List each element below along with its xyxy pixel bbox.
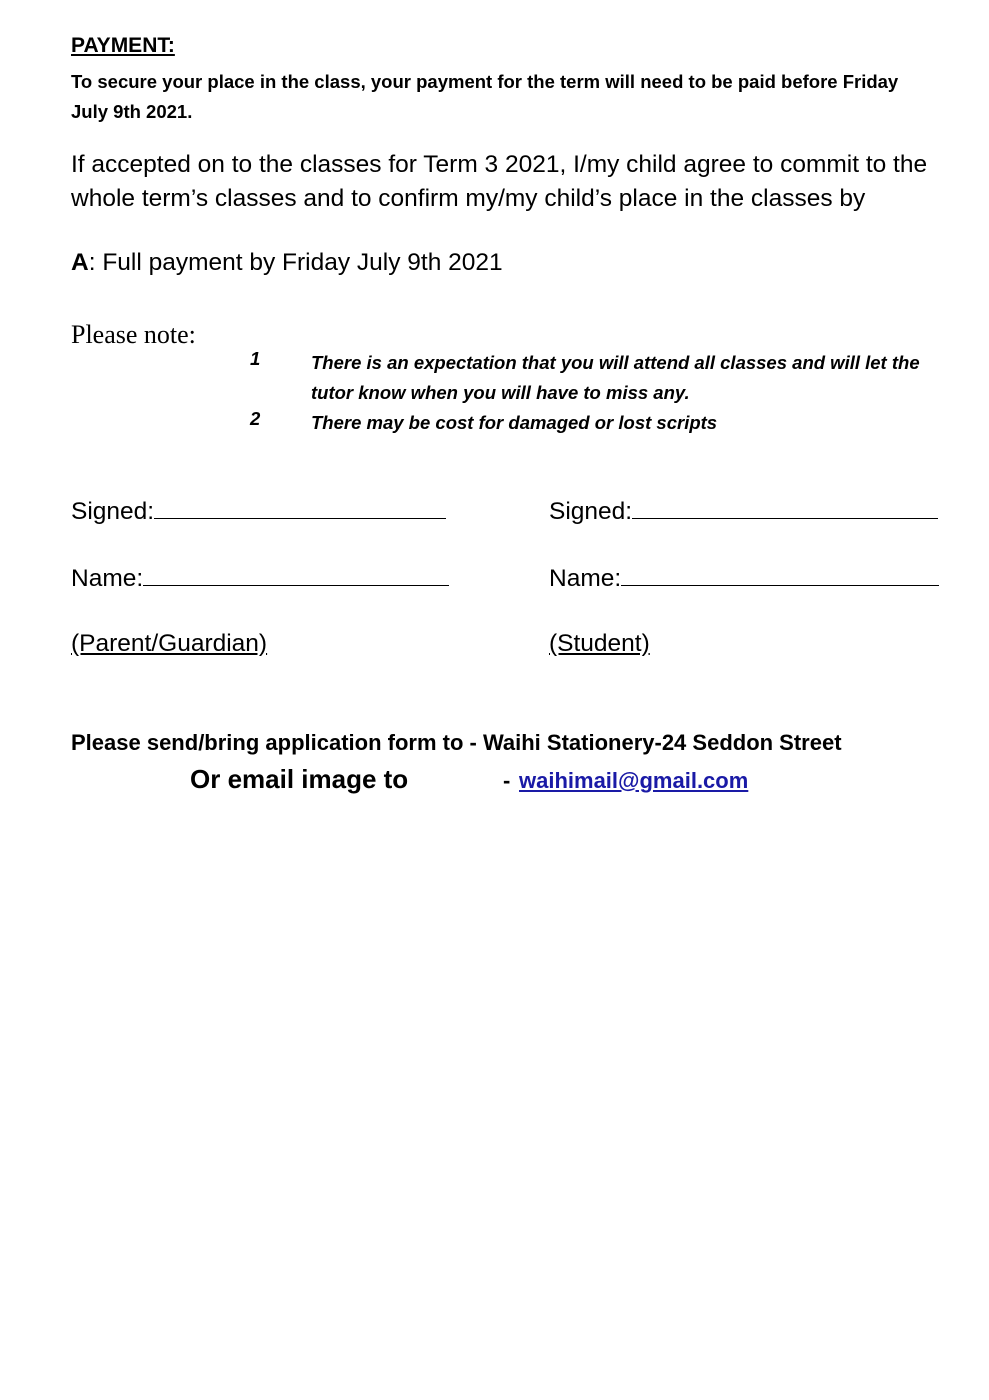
- signed-label: Signed:: [549, 498, 633, 525]
- option-text: : Full payment by Friday July 9th 2021: [88, 249, 503, 276]
- send-instructions: Please send/bring application form to - Waihi Stationery-24 Seddon Street: [71, 730, 842, 755]
- note-text: There is an expectation that you will attend all classes and will let the tutor know when you will have to miss any.: [311, 352, 920, 403]
- student-signature-field[interactable]: [549, 496, 938, 526]
- payment-intro: To secure your place in the class, your payment for the term will need to be paid before Friday July 9th 2021.: [71, 71, 899, 122]
- signed-label: Signed:: [71, 498, 155, 525]
- payment-heading: PAYMENT:: [71, 34, 175, 57]
- student-role-label: (Student): [549, 630, 650, 657]
- note-number: 2: [250, 408, 261, 429]
- option-letter: A: [71, 249, 89, 276]
- student-name-field[interactable]: [549, 563, 939, 593]
- signature-line[interactable]: [154, 496, 446, 519]
- signature-line[interactable]: [632, 496, 938, 519]
- parent-signature-field[interactable]: [71, 496, 446, 526]
- note-number: 1: [250, 348, 261, 369]
- name-line[interactable]: [143, 563, 449, 586]
- note-text: There may be cost for damaged or lost scripts: [311, 412, 718, 433]
- notes-title: Please note:: [71, 320, 196, 349]
- parent-role-label: (Parent/Guardian): [71, 630, 268, 657]
- email-label: Or email image to: [190, 764, 409, 794]
- name-label: Name:: [71, 565, 144, 592]
- name-line[interactable]: [621, 563, 939, 586]
- parent-name-field[interactable]: [71, 563, 449, 593]
- name-label: Name:: [549, 565, 622, 592]
- email-dash: -: [503, 768, 511, 793]
- payment-option-a: [71, 249, 503, 277]
- email-link[interactable]: waihimail@gmail.com: [519, 768, 749, 793]
- agreement-text: If accepted on to the classes for Term 3 2021, I/my child agree to commit to the whole term’s classes and to confirm my/my child’s place in the classes by: [71, 151, 928, 212]
